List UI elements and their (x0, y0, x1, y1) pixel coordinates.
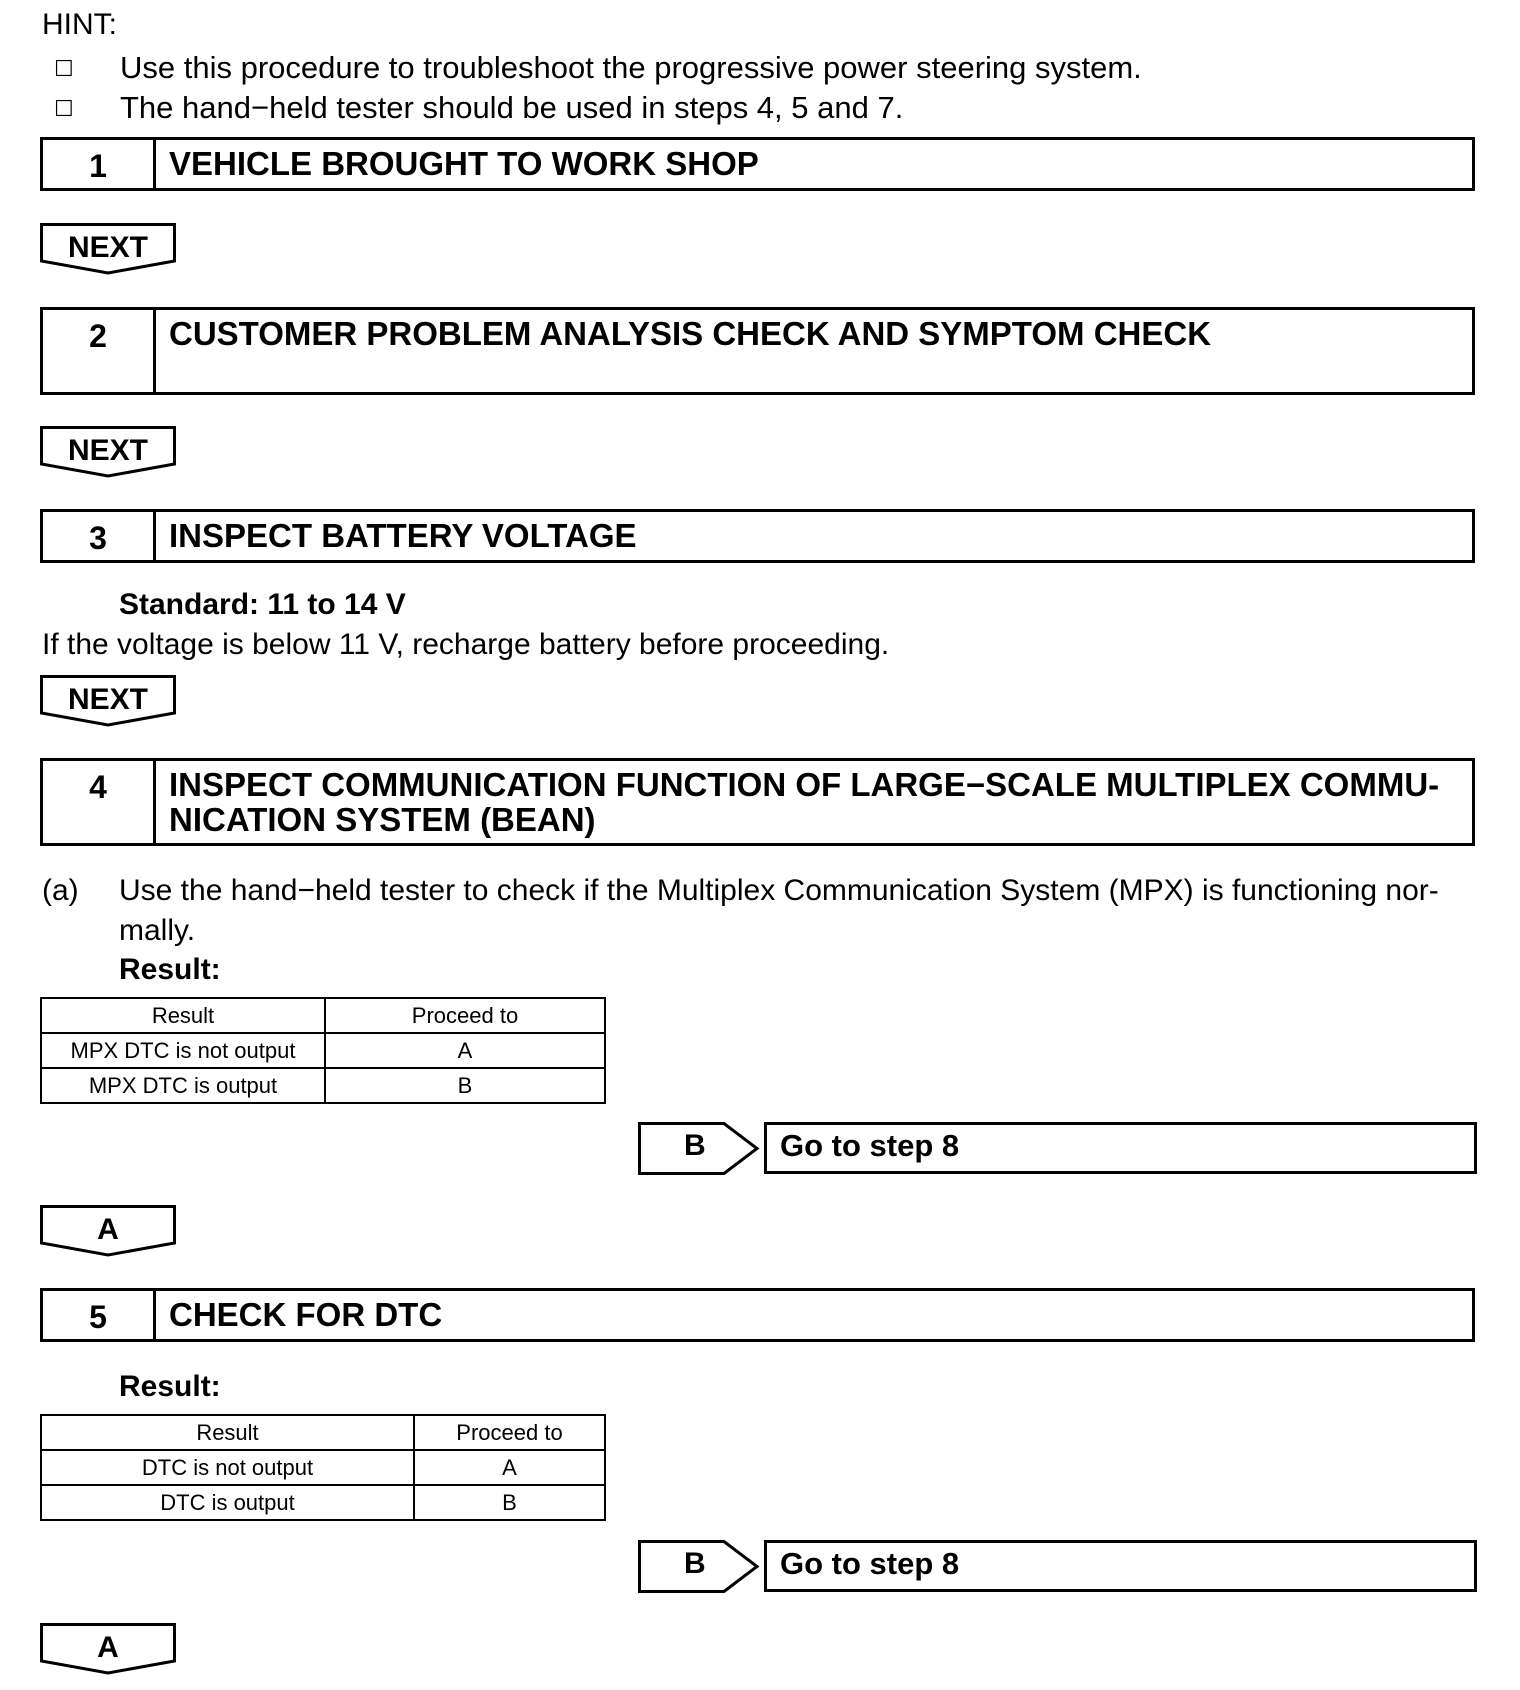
hint-title: HINT: (42, 8, 117, 41)
step-title: CHECK FOR DTC (169, 1296, 443, 1333)
step-3-header (40, 509, 1475, 563)
step-title-line-1: INSPECT COMMUNICATION FUNCTION OF LARGE−SCALE MULTIPLEX COMMU- (169, 766, 1440, 803)
result-table (40, 1414, 606, 1521)
next-label: NEXT (67, 231, 148, 264)
table-header-row (41, 1415, 605, 1450)
result-label: Result: (119, 953, 221, 986)
hint-bullet-1: Use this procedure to troubleshoot the progressive power steering system. (120, 50, 1142, 85)
branch-b-go-to-step-8[interactable] (638, 1540, 1478, 1594)
next-button[interactable] (40, 426, 176, 480)
step-title: VEHICLE BROUGHT TO WORK SHOP (169, 145, 759, 182)
step-number: 5 (43, 1291, 156, 1339)
step-5-header (40, 1288, 1475, 1342)
table-cell: B (414, 1485, 605, 1520)
proceed-a-label: A (97, 1213, 119, 1246)
step-number: 4 (43, 761, 156, 843)
result-table (40, 997, 606, 1104)
proceed-a-button[interactable] (40, 1205, 176, 1259)
table-cell: DTC is output (41, 1485, 414, 1520)
branch-b-go-to-step-8[interactable] (638, 1122, 1478, 1176)
table-header: Proceed to (414, 1415, 605, 1450)
checkbox-icon: ☐ (54, 56, 74, 81)
table-cell: A (414, 1450, 605, 1485)
hint-bullet-2: The hand−held tester should be used in steps 4, 5 and 7. (120, 90, 904, 125)
voltage-note: If the voltage is below 11 V, recharge battery before proceeding. (42, 628, 890, 661)
branch-target: Go to step 8 (780, 1128, 960, 1163)
table-header: Proceed to (325, 998, 605, 1033)
next-label: NEXT (67, 683, 148, 716)
result-label: Result: (119, 1370, 221, 1403)
item-text-line-2: mally. (119, 914, 196, 947)
branch-label: B (684, 1547, 706, 1580)
table-cell: B (325, 1068, 605, 1103)
step-number: 1 (43, 140, 156, 188)
step-title-line-2: NICATION SYSTEM (BEAN) (169, 801, 596, 838)
table-row (41, 1450, 605, 1485)
branch-arrow-icon (638, 1122, 1478, 1176)
step-title (169, 767, 1458, 837)
table-row (41, 1033, 605, 1068)
next-button[interactable] (40, 223, 176, 277)
step-number: 2 (43, 310, 156, 392)
proceed-a-button[interactable] (40, 1623, 176, 1677)
table-header: Result (41, 998, 325, 1033)
proceed-a-label: A (97, 1631, 119, 1664)
table-header: Result (41, 1415, 414, 1450)
step-title: CUSTOMER PROBLEM ANALYSIS CHECK AND SYMPTOM CHECK (169, 315, 1212, 352)
item-text-line-1: Use the hand−held tester to check if the Multiplex Communication System (MPX) is functioning nor- (119, 874, 1439, 907)
table-cell: MPX DTC is not output (41, 1033, 325, 1068)
step-1-header (40, 137, 1475, 191)
table-row (41, 1485, 605, 1520)
table-cell: DTC is not output (41, 1450, 414, 1485)
step-2-header (40, 307, 1475, 395)
table-row (41, 1068, 605, 1103)
checkbox-icon: ☐ (54, 96, 74, 121)
next-label: NEXT (67, 434, 148, 467)
item-marker: (a) (42, 874, 79, 907)
step-4-header (40, 758, 1475, 846)
step-number: 3 (43, 512, 156, 560)
branch-arrow-icon (638, 1540, 1478, 1594)
branch-target: Go to step 8 (780, 1546, 960, 1581)
step-title: INSPECT BATTERY VOLTAGE (169, 517, 637, 554)
branch-label: B (684, 1129, 706, 1162)
standard-value: Standard: 11 to 14 V (119, 588, 406, 621)
table-cell: MPX DTC is output (41, 1068, 325, 1103)
table-cell: A (325, 1033, 605, 1068)
next-button[interactable] (40, 675, 176, 729)
table-header-row (41, 998, 605, 1033)
